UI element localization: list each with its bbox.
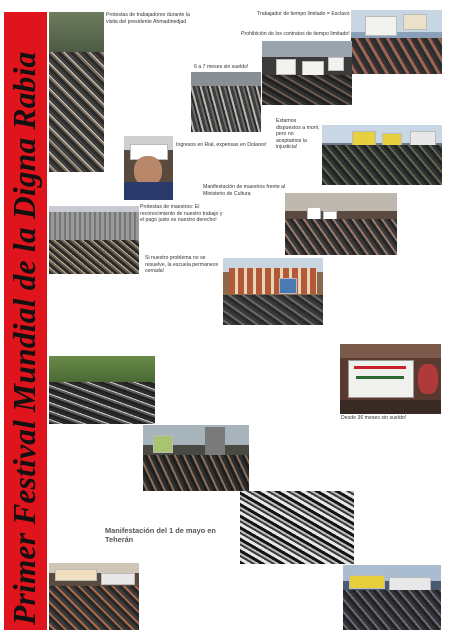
photo-may-day-bw-crowd: [240, 491, 354, 564]
photo-man-with-headband: [124, 136, 173, 200]
caption-months-without-salary: 6 a 7 meses sin sueldo!: [194, 64, 249, 70]
caption-36-months-no-salary: Desde 36 meses sin sueldo!: [341, 415, 407, 421]
photo-teachers-protest: [285, 193, 397, 255]
caption-teachers-ministry-culture: Manifestación de maestros frente al Ministerio de Cultura: [203, 184, 286, 197]
photo-protest-ahmadinejad-visit: [49, 12, 104, 172]
photo-seated-protesters: [191, 72, 261, 132]
photo-crowd-banners-left: [49, 563, 139, 630]
photo-ministry-building: [49, 206, 139, 274]
caption-ban-temporary-contracts: Prohibición de los contratos de tiempo limitado!: [241, 31, 350, 37]
photo-persian-sign: [340, 344, 441, 414]
caption-teachers-fair-pay: Protestas de maestros: El reconocimiento de nuestro trabajo y el pago justo es nuestro derecho!: [140, 204, 223, 224]
caption-workers-ahmadinejad: Protestas de trabajadores durante la visita del presidente Ahmadinedjad: [106, 12, 190, 25]
caption-may-day-tehran: Manifestación del 1 de mayo en Teherán: [105, 526, 216, 544]
caption-school-remains-closed: Si nuestro problema no se resuelve, la escuela permanece cerrada!: [145, 255, 219, 275]
photo-school-building-protest: [223, 258, 323, 325]
photo-street-rally-signs: [322, 125, 442, 185]
photo-crowd-banners-right: [343, 565, 441, 630]
photo-workers-placards: [262, 41, 352, 105]
photo-crowd-trees: [49, 356, 155, 424]
photo-banner-protest: [351, 10, 442, 74]
caption-ready-to-die: Estamos dispuestos a morir, pero no aceptamos la injusticia!: [276, 118, 320, 151]
caption-rial-income-dollar-expenses: Ingresos en Rial, expensas en Dolares!: [176, 142, 267, 148]
poster-vertical-title: Primer Festival Mundial de la Digna Rabia: [7, 51, 42, 625]
caption-temporary-worker-slave: Trabajador de tiempo limitado = Esclavo: [257, 11, 350, 17]
photo-raised-fists: [143, 425, 249, 491]
